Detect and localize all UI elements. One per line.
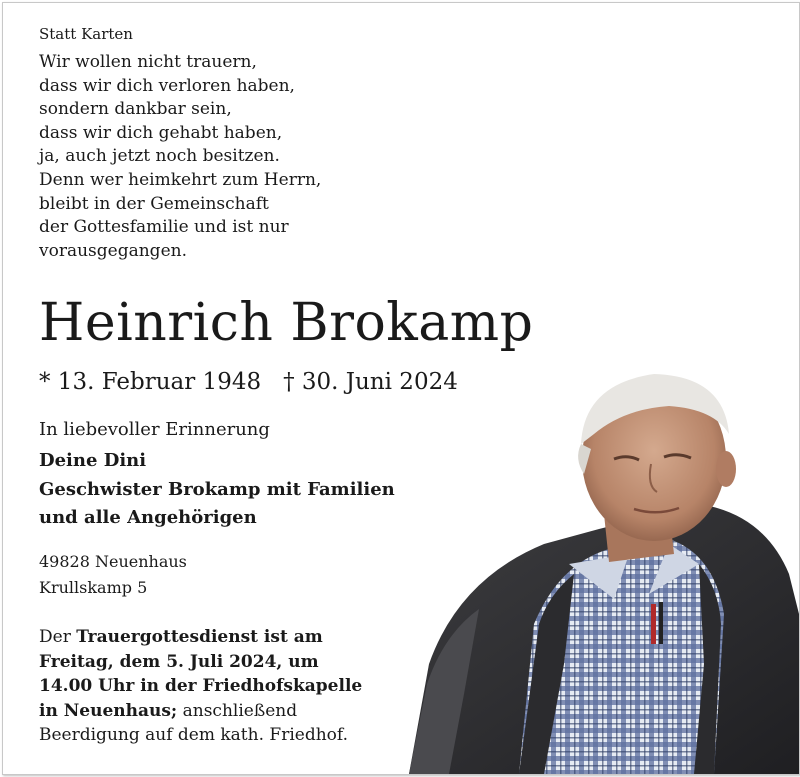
service-text-bold: Freitag, dem 5. Juli 2024, um (39, 651, 319, 672)
service-text-bold: Trauergottesdienst ist am (76, 627, 323, 647)
birth-date: * 13. Februar 1948 (39, 369, 262, 395)
poem-line: sondern dankbar sein, (39, 99, 232, 120)
poem (39, 51, 321, 263)
mourner-line: Geschwister Brokamp mit Familien (39, 478, 395, 500)
poem-line: dass wir dich gehabt haben, (39, 122, 283, 143)
statt-karten-label: Statt Karten (39, 25, 133, 43)
mourner-line: und alle Angehörigen (39, 507, 257, 528)
poem-line: dass wir dich verloren haben, (39, 75, 295, 96)
mourner-line: Deine Dini (39, 450, 147, 471)
address-street: Krullskamp 5 (39, 578, 148, 597)
address-block (39, 549, 187, 601)
poem-line: Denn wer heimkehrt zum Herrn, (39, 169, 322, 190)
poem-line: vorausgegangen. (39, 240, 187, 261)
poem-line: der Gottesfamilie und ist nur (39, 217, 289, 238)
service-text: Der (39, 627, 77, 647)
obituary-card (2, 2, 800, 775)
funeral-service-info (39, 625, 362, 748)
service-line (39, 699, 362, 724)
service-line (39, 650, 362, 675)
memorial-intro: In liebevoller Erinnerung (39, 419, 270, 440)
mourners-list (39, 447, 395, 533)
service-text-bold: 14.00 Uhr in der Friedhofskapelle (39, 676, 363, 696)
service-text: anschließend (177, 700, 298, 721)
poem-line: ja, auch jetzt noch besitzen. (39, 146, 280, 167)
poem-line: Wir wollen nicht trauern, (39, 52, 257, 72)
service-line (39, 625, 362, 650)
service-line: Beerdigung auf dem kath. Friedhof. (39, 725, 348, 745)
address-city: 49828 Neuenhaus (39, 552, 187, 571)
poem-line: bleibt in der Gemeinschaft (39, 193, 269, 214)
deceased-name: Heinrich Brokamp (39, 293, 534, 353)
service-text-bold: in Neuenhaus; (39, 700, 178, 721)
death-date: † 30. Juni 2024 (283, 369, 458, 395)
portrait-photo (369, 364, 799, 774)
service-line (39, 674, 362, 699)
